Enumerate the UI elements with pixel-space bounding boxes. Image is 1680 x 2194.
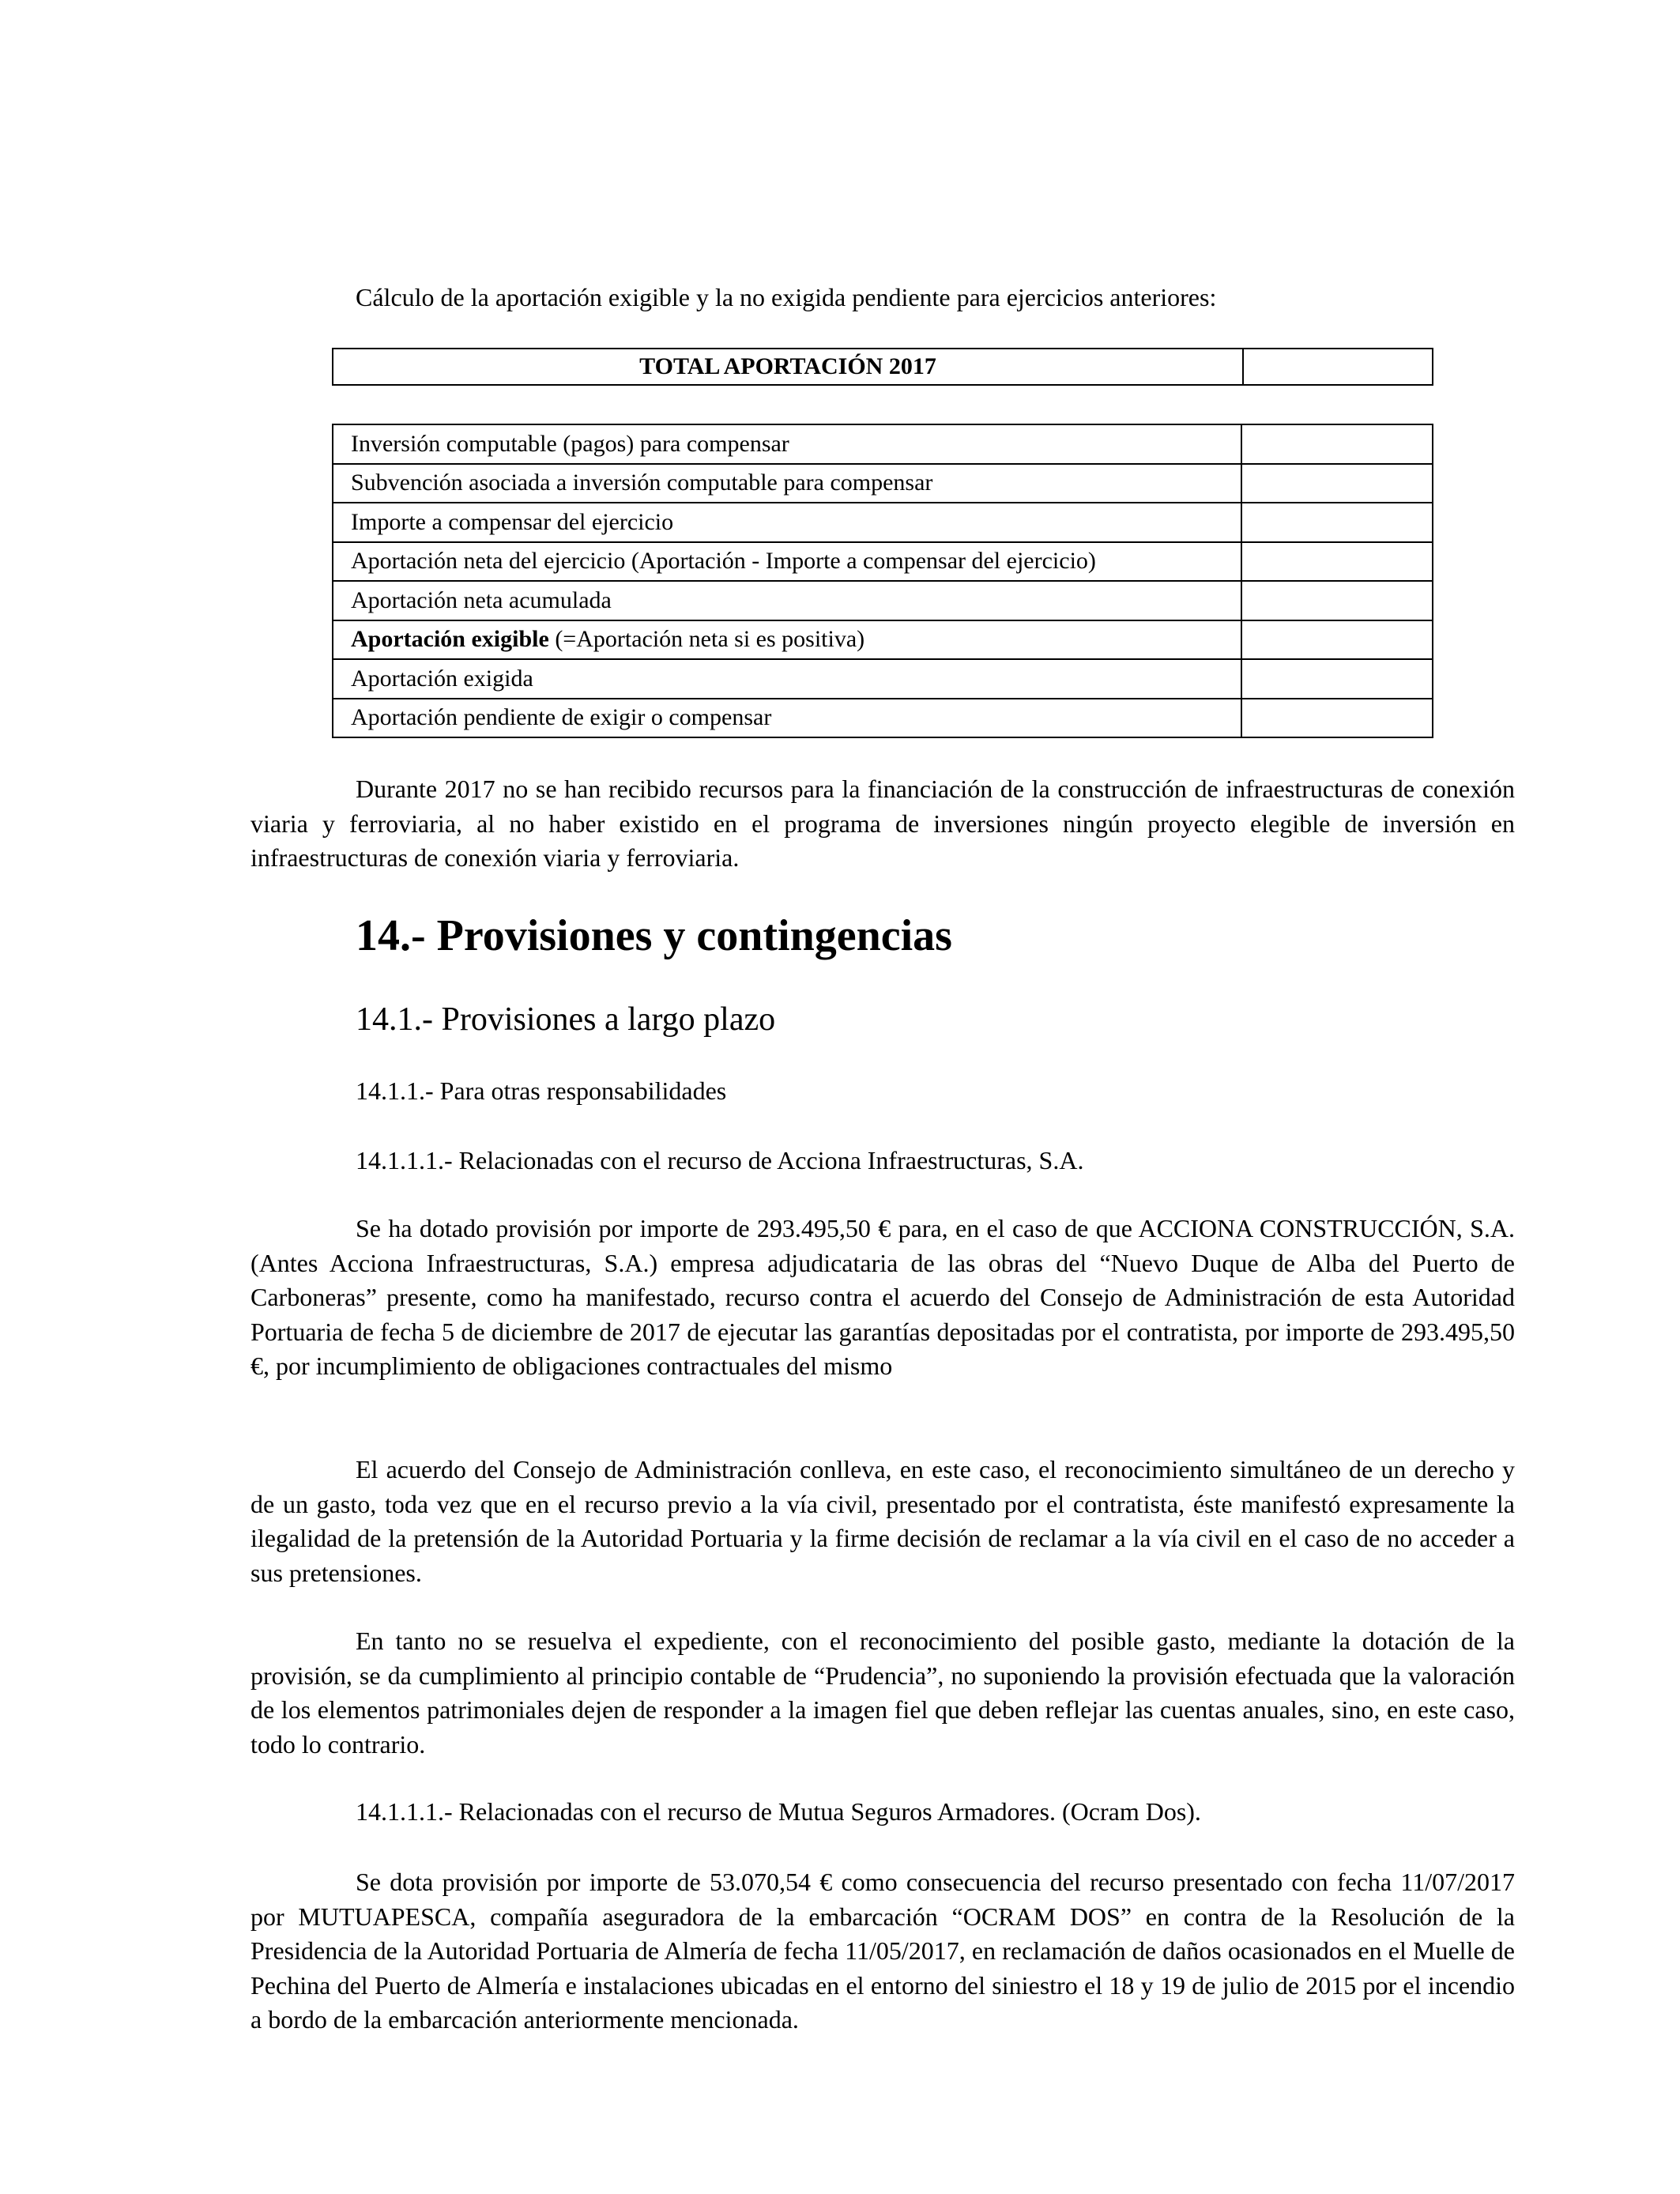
row-label-bold: Aportación exigible — [351, 626, 549, 653]
table-row — [333, 659, 1433, 699]
total-aportacion-label: TOTAL APORTACIÓN 2017 — [333, 349, 1243, 385]
row-label: Subvención asociada a inversión computable para compensar — [333, 464, 1241, 503]
paragraph-mutua: Se dota provisión por importe de 53.070,54 € como consecuencia del recurso presentado con fecha 11/07/2017 por MUTUAPESCA, compañía aseguradora de la embarcación “OCRAM DOS” en contra de la Resolución de la Presidencia de la Autoridad Portuaria de Almería de fecha 11/05/2017, en reclamación de daños ocasionados en el Muelle de Pechina del Puerto de Almería e instalaciones ubicadas en el entorno del siniestro el 18 y 19 de julio de 2015 por el incendio a bordo de la embarcación anteriormente mencionada. — [250, 1868, 1515, 2034]
row-value — [1241, 464, 1433, 503]
table-row — [333, 620, 1433, 660]
row-value — [1241, 699, 1433, 738]
row-label: Aportación exigida — [333, 659, 1241, 699]
paragraph-durante: Durante 2017 no se han recibido recursos para la financiación de la construcción de infraestructuras de conexión viaria y ferroviaria, al no haber existido en el programa de inversiones ningún proyecto elegible de inversión en infraestructuras de conexión viaria y ferroviaria. — [250, 775, 1515, 872]
total-aportacion-table — [332, 348, 1433, 386]
section-title: 14.- Provisiones y contingencias — [356, 911, 952, 960]
intro-text: Cálculo de la aportación exigible y la no exigida pendiente para ejercicios anteriores: — [356, 283, 1217, 311]
row-value — [1241, 424, 1433, 464]
paragraph-acciona: Se ha dotado provisión por importe de 293.495,50 € para, en el caso de que ACCIONA CONSTRUCCIÓN, S.A. (Antes Acciona Infraestructuras, S.A.) empresa adjudicataria de las obras del “Nuevo Duque de Alba del Puerto de Carboneras” presente, como ha manifestado, recurso contra el acuerdo del Consejo de Administración de esta Autoridad Portuaria de fecha 5 de diciembre de 2017 de ejecutar las garantías depositadas por el contratista, por importe de 293.495,50 €, por incumplimiento de obligaciones contractuales del mismo — [250, 1214, 1515, 1380]
row-label — [333, 620, 1241, 660]
subsubsection-title: 14.1.1.- Para otras responsabilidades — [356, 1076, 727, 1105]
row-value — [1241, 620, 1433, 660]
table-row — [333, 464, 1433, 503]
item-title-acciona: 14.1.1.1.- Relacionadas con el recurso de Acciona Infraestructuras, S.A. — [356, 1146, 1084, 1174]
item-title-mutua: 14.1.1.1.- Relacionadas con el recurso de Mutua Seguros Armadores. (Ocram Dos). — [356, 1797, 1201, 1826]
total-aportacion-value — [1243, 349, 1433, 385]
row-label: Aportación pendiente de exigir o compensar — [333, 699, 1241, 738]
row-label-rest: (=Aportación neta si es positiva) — [548, 626, 865, 653]
table-row — [333, 581, 1433, 620]
table-row — [333, 503, 1433, 542]
row-label: Aportación neta del ejercicio (Aportación - Importe a compensar del ejercicio) — [333, 542, 1241, 582]
row-value — [1241, 542, 1433, 582]
row-label: Inversión computable (pagos) para compensar — [333, 424, 1241, 464]
table-row — [333, 542, 1433, 582]
row-value — [1241, 503, 1433, 542]
row-value — [1241, 581, 1433, 620]
calculo-aportacion-table — [332, 424, 1433, 738]
paragraph-acuerdo: El acuerdo del Consejo de Administración conlleva, en este caso, el reconocimiento simultáneo de un derecho y de un gasto, toda vez que en el recurso previo a la vía civil, presentado por el contratista, éste manifestó expresamente la ilegalidad de la pretensión de la Autoridad Portuaria y la firme decisión de reclamar a la vía civil en el caso de no acceder a sus pretensiones. — [250, 1455, 1515, 1587]
subsection-title: 14.1.- Provisiones a largo plazo — [356, 1001, 776, 1038]
table-row — [333, 424, 1433, 464]
table-row — [333, 349, 1433, 385]
row-label: Aportación neta acumulada — [333, 581, 1241, 620]
row-label: Importe a compensar del ejercicio — [333, 503, 1241, 542]
paragraph-prudencia: En tanto no se resuelva el expediente, con el reconocimiento del posible gasto, mediante la dotación de la provisión, se da cumplimiento al principio contable de “Prudencia”, no suponiendo la provisión efectuada que la valoración de los elementos patrimoniales dejen de responder a la imagen fiel que deben reflejar las cuentas anuales, sino, en este caso, todo lo contrario. — [250, 1627, 1515, 1759]
table-row — [333, 699, 1433, 738]
row-value — [1241, 659, 1433, 699]
